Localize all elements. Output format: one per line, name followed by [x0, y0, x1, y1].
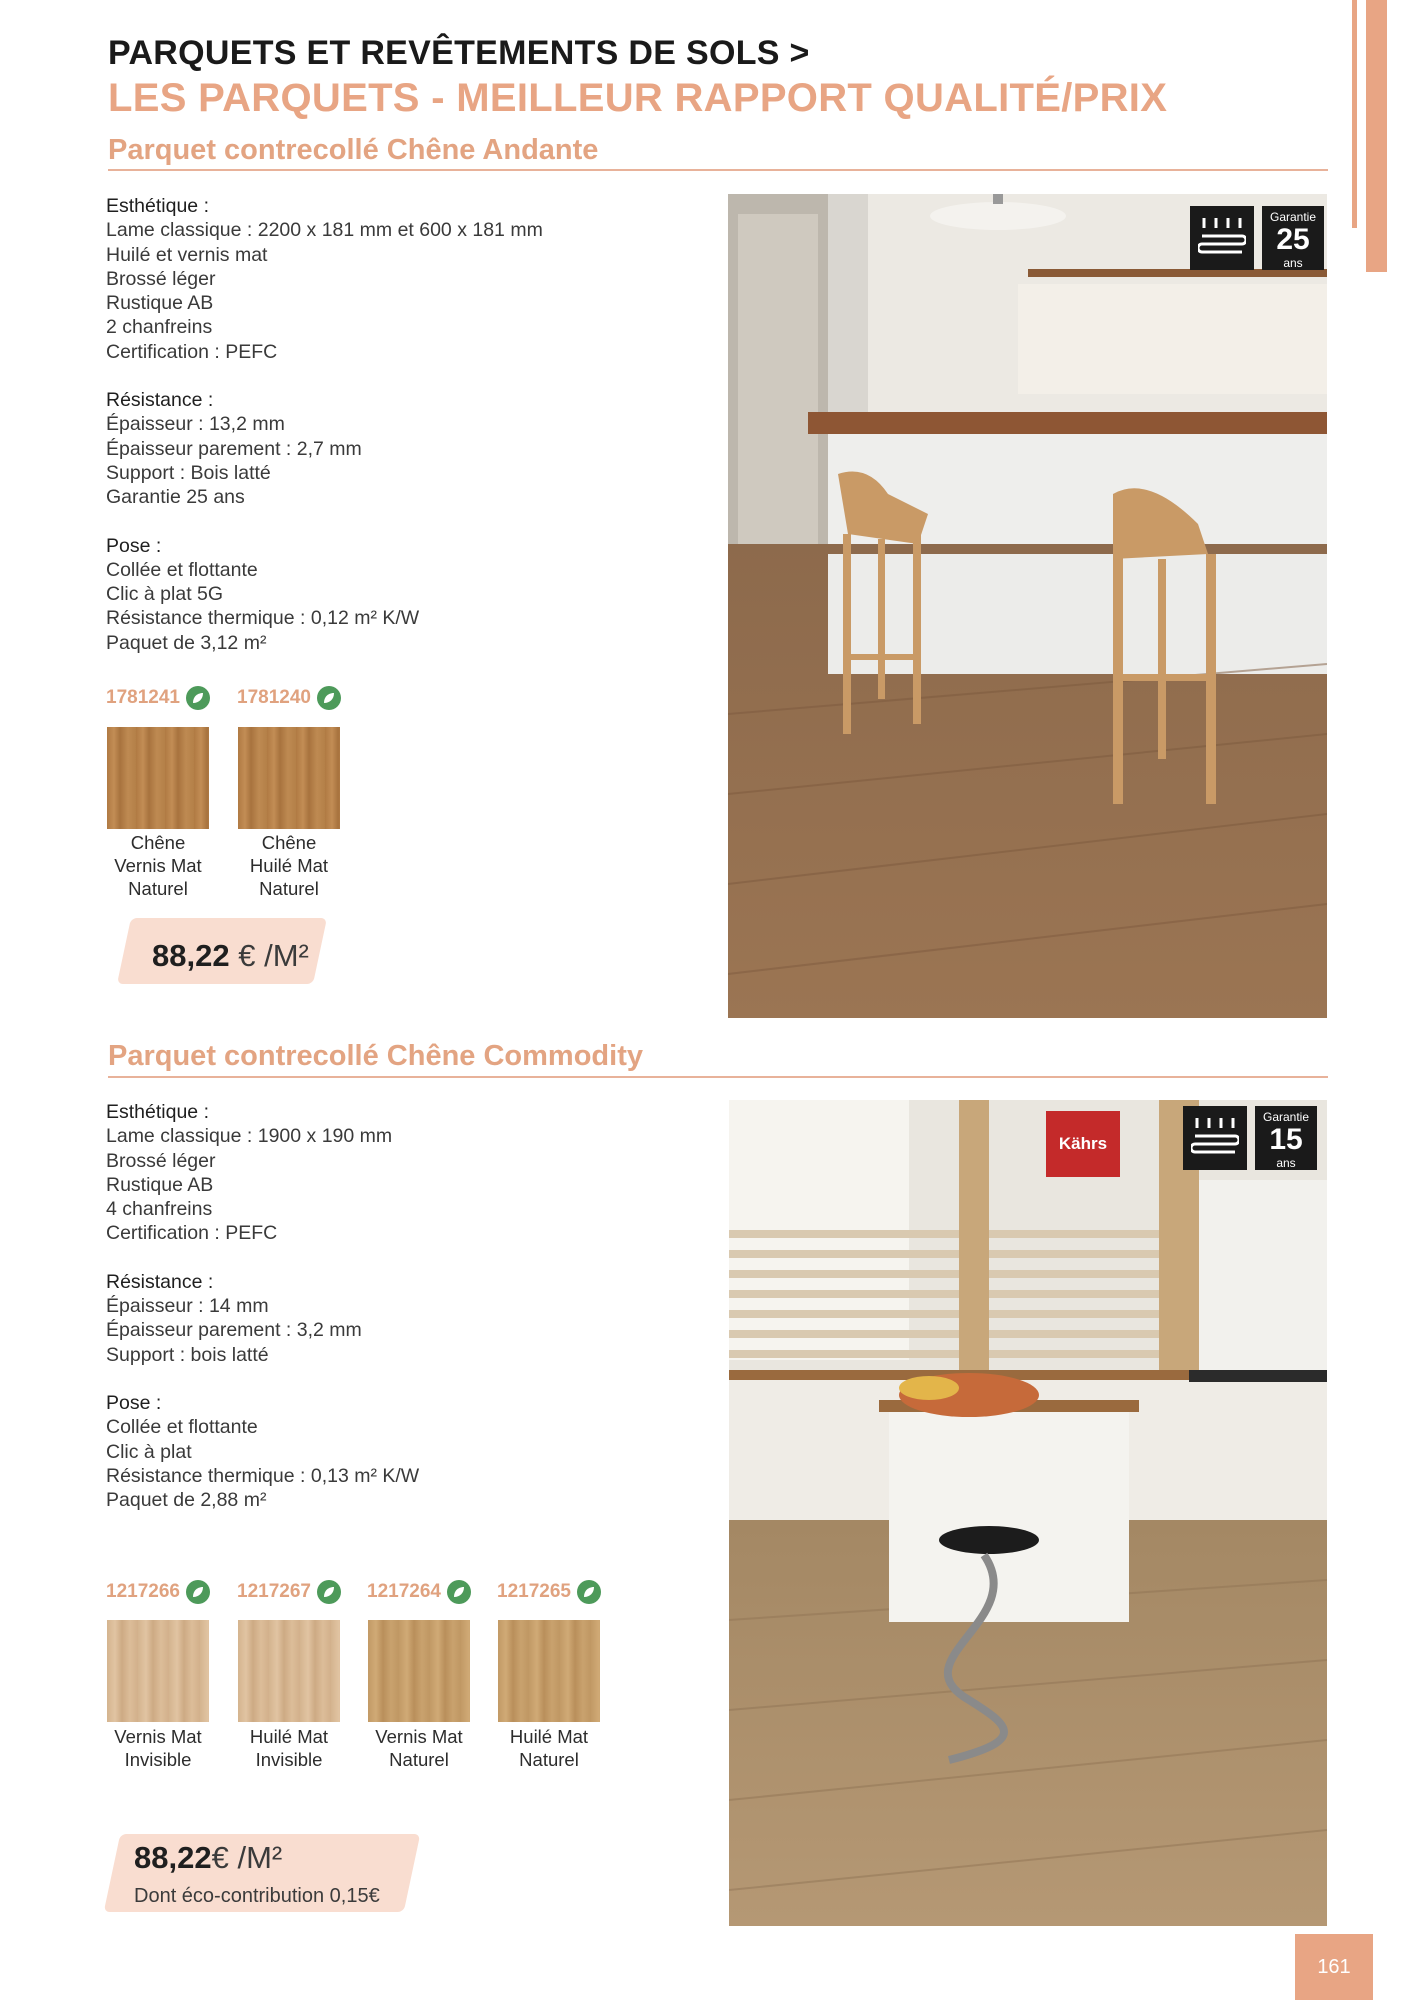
price-amount: 88,22 [152, 938, 230, 973]
spec-line: Brossé léger [106, 267, 216, 290]
eco-leaf-icon [577, 1580, 601, 1604]
eco-leaf-icon [317, 686, 341, 710]
swatch-label-line: Huilé Mat [509, 1726, 589, 1747]
product-photo-kitchen [729, 1100, 1327, 1926]
product-code [367, 1580, 471, 1604]
swatch-label-line: Huilé Mat [249, 1726, 329, 1747]
spec-heading: Pose : [106, 1391, 162, 1414]
warranty-badge [1262, 206, 1324, 270]
spec-group-esthetique [106, 194, 543, 364]
spec-line: Rustique AB [106, 1173, 214, 1196]
warranty-unit: ans [1276, 1156, 1296, 1170]
spec-line: 4 chanfreins [106, 1198, 213, 1221]
price-currency: € [238, 938, 256, 973]
spec-group-esthetique [106, 1100, 419, 1246]
product-code [106, 1580, 210, 1604]
eco-leaf-icon [317, 1580, 341, 1604]
warranty-label: Garantie [1262, 1110, 1310, 1124]
spec-heading: Résistance : [106, 1270, 214, 1293]
page-number: 161 [1295, 1934, 1373, 2000]
product-specs [106, 194, 543, 679]
spec-line: Huilé et vernis mat [106, 243, 268, 266]
spec-heading: Pose : [106, 534, 162, 557]
spec-line: Paquet de 2,88 m² [106, 1489, 267, 1512]
wood-swatch[interactable] [498, 1620, 600, 1722]
spec-line: Collée et flottante [106, 558, 258, 581]
spec-line: Épaisseur parement : 2,7 mm [106, 437, 362, 460]
wood-swatch[interactable] [107, 1620, 209, 1722]
swatch-label [354, 1725, 484, 1771]
swatch-label-line: Naturel [519, 1749, 579, 1770]
spec-line: Résistance thermique : 0,12 m² K/W [106, 607, 420, 630]
product-title: Parquet contrecollé Chêne Commodity [108, 1040, 643, 1072]
spec-group-pose [106, 534, 543, 655]
spec-heading: Esthétique : [106, 195, 209, 217]
swatch-label [93, 831, 223, 900]
product-specs [106, 1100, 419, 1536]
decorative-side-bar [1366, 0, 1387, 272]
swatch-label-line: Vernis Mat [114, 855, 202, 876]
spec-heading: Esthétique : [106, 1101, 209, 1123]
spec-line: Brossé léger [106, 1149, 216, 1172]
swatch-label [93, 1725, 223, 1771]
spec-line: Épaisseur parement : 3,2 mm [106, 1319, 362, 1342]
swatch-label-line: Chêne [261, 832, 317, 853]
section-divider [108, 169, 1328, 171]
price-unit: /M² [264, 938, 309, 973]
product-code-text: 1217266 [106, 1581, 180, 1602]
spec-line: Lame classique : 2200 x 181 mm et 600 x 181 mm [106, 219, 543, 242]
swatch-label [484, 1725, 614, 1771]
spec-group-resistance [106, 388, 543, 509]
swatch-label-line: Naturel [128, 878, 188, 899]
swatch-label-line: Huilé Mat [249, 855, 329, 876]
warranty-label: Garantie [1269, 210, 1317, 224]
spec-line: Épaisseur : 13,2 mm [106, 413, 285, 436]
spec-line: Paquet de 3,12 m² [106, 631, 267, 654]
swatch-label-line: Vernis Mat [114, 1726, 202, 1747]
product-code [497, 1580, 601, 1604]
product-code-text: 1217267 [237, 1581, 311, 1602]
spec-line: Support : bois latté [106, 1343, 269, 1366]
product-code-text: 1781241 [106, 687, 180, 708]
spec-line: Clic à plat [106, 1440, 192, 1463]
brand-logo: Kährs [1046, 1111, 1120, 1177]
wood-swatch[interactable] [368, 1620, 470, 1722]
product-code [237, 1580, 341, 1604]
spec-line: Rustique AB [106, 292, 214, 315]
spec-group-resistance [106, 1270, 419, 1367]
eco-leaf-icon [186, 1580, 210, 1604]
price [152, 938, 309, 974]
swatch-label-line: Vernis Mat [375, 1726, 463, 1747]
eco-contribution-note: Dont éco-contribution 0,15€ [134, 1885, 380, 1907]
swatch-label-line: Naturel [259, 878, 319, 899]
section-divider [108, 1076, 1328, 1078]
eco-leaf-icon [447, 1580, 471, 1604]
warranty-unit: ans [1283, 256, 1303, 270]
product-title: Parquet contrecollé Chêne Andante [108, 134, 599, 166]
spec-heading: Résistance : [106, 389, 214, 412]
spec-line: Lame classique : 1900 x 190 mm [106, 1125, 393, 1148]
spec-line: Garantie 25 ans [106, 486, 245, 509]
price [134, 1840, 282, 1876]
swatch-label-line: Chêne [130, 832, 186, 853]
spec-line: Certification : PEFC [106, 1222, 278, 1245]
product-photo-kitchen [728, 194, 1327, 1018]
eco-leaf-icon [186, 686, 210, 710]
swatch-label [224, 831, 354, 900]
swatch-label-line: Naturel [389, 1749, 449, 1770]
price-currency: € [211, 1840, 229, 1875]
product-code-text: 1781240 [237, 687, 311, 708]
spec-line: Épaisseur : 14 mm [106, 1295, 269, 1318]
spec-line: Clic à plat 5G [106, 583, 224, 606]
category-heading: PARQUETS ET REVÊTEMENTS DE SOLS > [108, 34, 810, 72]
spec-line: Résistance thermique : 0,13 m² K/W [106, 1464, 420, 1487]
spec-group-pose [106, 1391, 419, 1512]
decorative-side-bar [1352, 0, 1357, 228]
product-code [106, 686, 210, 710]
warranty-years: 15 [1269, 1123, 1303, 1156]
underfloor-heating-icon [1183, 1106, 1247, 1170]
swatch-label [224, 1725, 354, 1771]
warranty-badge [1255, 1106, 1317, 1170]
spec-line: Certification : PEFC [106, 340, 278, 363]
warranty-years: 25 [1276, 223, 1310, 256]
product-code-text: 1217265 [497, 1581, 571, 1602]
product-code-text: 1217264 [367, 1581, 441, 1602]
spec-line: Collée et flottante [106, 1416, 258, 1439]
price-amount: 88,22 [134, 1840, 212, 1875]
spec-line: 2 chanfreins [106, 316, 213, 339]
price-unit: /M² [237, 1840, 283, 1875]
wood-swatch[interactable] [107, 727, 209, 829]
swatch-label-line: Invisible [255, 1749, 323, 1770]
swatch-label-line: Invisible [124, 1749, 192, 1770]
underfloor-heating-icon [1190, 206, 1254, 270]
spec-line: Support : Bois latté [106, 461, 271, 484]
wood-swatch[interactable] [238, 1620, 340, 1722]
wood-swatch[interactable] [238, 727, 340, 829]
page-subtitle: LES PARQUETS - MEILLEUR RAPPORT QUALITÉ/PRIX [108, 76, 1168, 120]
product-code [237, 686, 341, 710]
